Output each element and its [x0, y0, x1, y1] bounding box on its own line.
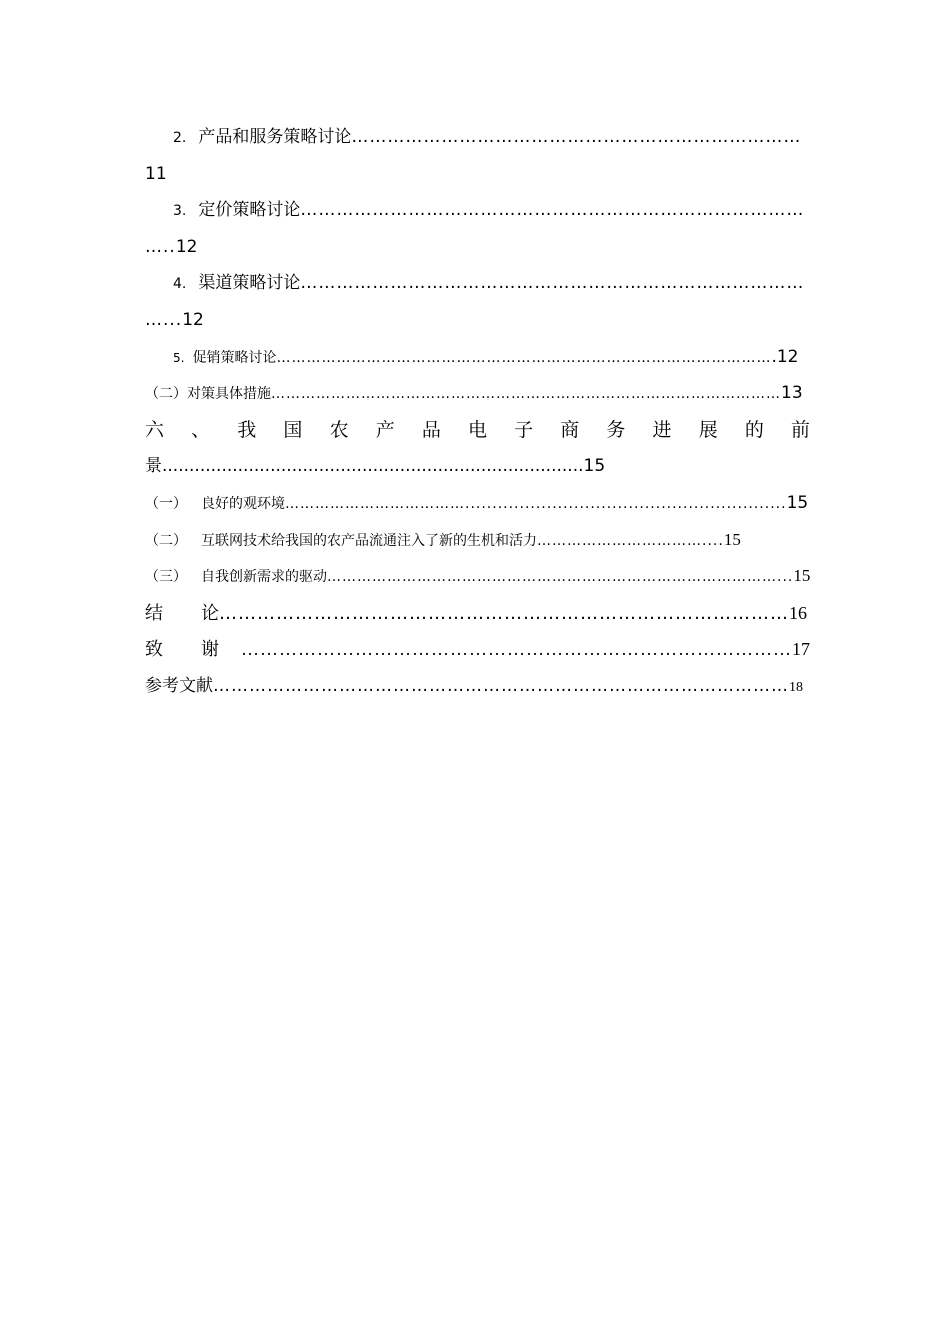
toc-page-number: 15 — [723, 529, 741, 549]
toc-entry-good-environment[interactable] — [145, 485, 810, 522]
toc-title-char: 进 — [652, 418, 672, 441]
toc-leader-dots: ….. — [145, 236, 176, 257]
toc-title-char: 子 — [514, 418, 534, 441]
toc-page-number: 17 — [792, 639, 810, 660]
toc-title-char: 国 — [283, 418, 303, 441]
toc-title-char: 展 — [698, 418, 718, 441]
toc-entry-title: 参考文献 — [145, 675, 213, 696]
toc-title-char: 电 — [467, 418, 487, 441]
toc-title-char: 前 — [790, 418, 810, 441]
toc-page-number: 16 — [789, 602, 807, 623]
toc-entry-continuation — [145, 448, 810, 485]
toc-title-char: 品 — [421, 418, 441, 441]
toc-leader-dots: …... — [145, 309, 183, 330]
toc-leader-dots: ………………………………………………………………………………………… — [271, 386, 781, 403]
toc-entry-acknowledgements[interactable] — [145, 631, 810, 668]
toc-entry-continuation — [145, 156, 810, 193]
toc-entry-product-service-strategy[interactable] — [145, 119, 810, 156]
toc-entry-channel-strategy[interactable] — [145, 265, 810, 302]
toc-leader-dots: ………………………………........................................................... — [285, 495, 787, 512]
toc-leader-dots: ……………………………………………………………………………… — [219, 602, 789, 624]
toc-title-char: 务 — [606, 418, 626, 441]
toc-leader-dots: ………………………………………………………………… — [351, 127, 802, 147]
toc-entry-number: （一） — [145, 495, 187, 512]
toc-page-number: 11 — [145, 163, 167, 184]
toc-entry-number: 3. — [173, 203, 187, 220]
toc-entry-title: 自我创新需求的驱动 — [201, 569, 327, 586]
toc-entry-number: （二） — [145, 532, 187, 549]
toc-entry-title: 谢 — [201, 639, 219, 661]
toc-entry-number: （三） — [145, 569, 187, 586]
toc-entry-title: 渠道策略讨论 — [198, 273, 301, 294]
toc-entry-title: 定价策略讨论 — [198, 200, 301, 221]
toc-entry-specific-measures[interactable] — [145, 375, 810, 412]
toc-title-char: 产 — [375, 418, 395, 441]
toc-leader-dots: ………………………………………………………………………… — [300, 200, 805, 221]
toc-entry-promotion-strategy[interactable] — [145, 339, 810, 376]
toc-entry-title: 互联网技术给我国的农产品流通注入了新的生机和活力 — [201, 532, 537, 549]
toc-entry-title: 致 — [145, 639, 163, 661]
toc-entry-number: 2. — [173, 130, 187, 146]
toc-leader-dots: …………………………….... — [537, 532, 724, 549]
toc-leader-dots: ………………………………………………………………………………... — [327, 569, 794, 586]
table-of-contents — [145, 119, 810, 705]
toc-title-char: 商 — [560, 418, 580, 441]
toc-page-number: 12 — [175, 236, 198, 257]
toc-leader-dots: ………………………………………………………………………… — [300, 273, 805, 294]
toc-page-number: 13 — [781, 383, 803, 404]
toc-entry-number: 4. — [173, 276, 187, 293]
toc-title-char: 六 — [145, 418, 165, 441]
toc-page-number: .12 — [771, 346, 799, 367]
toc-entry-title: 产品和服务策略讨论 — [198, 127, 352, 147]
toc-entry-number: 5. — [173, 350, 185, 365]
toc-title-char: 农 — [329, 418, 349, 441]
toc-leader-dots: …………………………………………………………………………………… — [213, 675, 789, 696]
toc-title-char: 、 — [191, 418, 211, 441]
toc-title-char: 的 — [744, 418, 764, 441]
toc-entry-internet-technology[interactable] — [145, 522, 810, 559]
toc-entry-pricing-strategy[interactable] — [145, 192, 810, 229]
toc-leader-dots: ……………………………………………………………………………………… — [276, 349, 772, 366]
toc-leader-dots: .............................................................................. — [162, 456, 584, 477]
toc-entry-innovation-demand[interactable] — [145, 558, 810, 595]
toc-page-number: 18 — [789, 679, 803, 695]
toc-entry-references[interactable] — [145, 668, 810, 705]
toc-entry-continuation — [145, 229, 810, 266]
toc-entry-conclusion[interactable] — [145, 595, 810, 632]
toc-entry-chapter-six[interactable] — [145, 412, 810, 449]
toc-entry-continuation — [145, 302, 810, 339]
toc-title-char: 我 — [237, 418, 257, 441]
toc-page-number: 15 — [793, 566, 810, 586]
toc-entry-title: 景 — [145, 456, 162, 477]
toc-entry-title: 论 — [201, 602, 219, 624]
toc-entry-title: 结 — [145, 602, 163, 624]
toc-leader-dots: …………………………………………………………………………… — [241, 639, 792, 660]
toc-entry-title: 促销策略讨论 — [192, 349, 277, 366]
toc-entry-title: （二）对策具体措施 — [145, 386, 271, 403]
toc-page-number: 15 — [786, 492, 809, 513]
toc-page-number: 15 — [583, 456, 606, 477]
toc-entry-title: 良好的观环境 — [201, 495, 285, 512]
toc-page-number: 12 — [182, 309, 204, 330]
